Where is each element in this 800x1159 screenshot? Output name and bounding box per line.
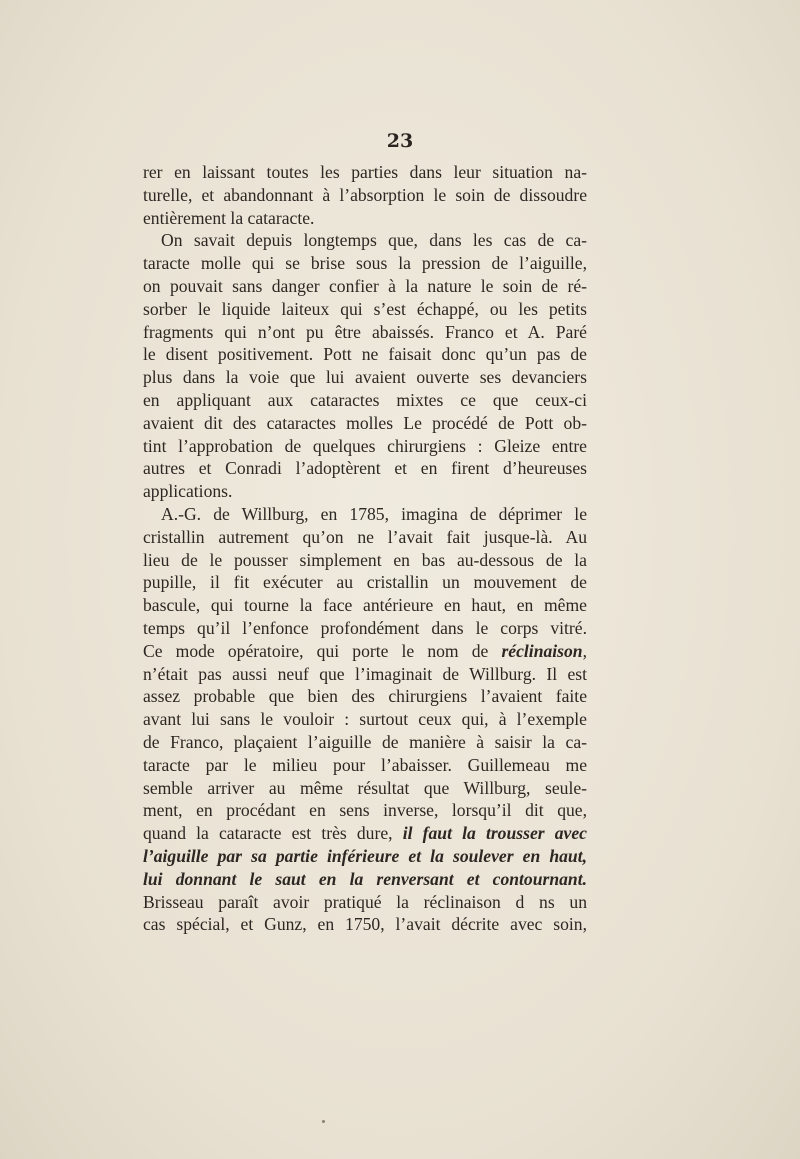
text-line [143, 389, 587, 412]
line-text: assez probable que bien des chirurgiens l’avaient faite [143, 686, 587, 707]
line-text: plus dans la voie que lui avaient ouverte ses devanciers [143, 367, 587, 388]
text-line [143, 754, 587, 777]
text-line [143, 207, 587, 230]
text-line [143, 229, 587, 252]
line-text: avaient dit des cataractes molles Le procédé de Pott ob- [143, 412, 587, 433]
text-line [143, 617, 587, 640]
line-text: avant lui sans le vouloir : surtout ceux qui, à l’exemple [143, 709, 587, 730]
paper-speck [322, 1120, 325, 1123]
text-line [143, 526, 587, 549]
line-text: de Franco, plaçaient l’aiguille de manière à saisir la ca- [143, 731, 587, 752]
text-line [143, 435, 587, 458]
italic-text: il faut la trousser avec [402, 823, 587, 844]
line-text: Brisseau paraît avoir pratiqué la réclinaison d ns un [143, 891, 587, 912]
italic-text: l’aiguille par sa partie inférieure et la soulever en haut, [143, 845, 587, 866]
line-text: taracte par le milieu pour l’abaisser. Guillemeau me [143, 754, 587, 775]
text-line [143, 822, 587, 845]
text-line [143, 503, 587, 526]
line-text: n’était pas aussi neuf que l’imaginait de Willburg. Il est [143, 663, 587, 684]
line-text: applications. [143, 481, 233, 502]
line-text-after: , [582, 640, 587, 661]
line-text: rer en laissant toutes les parties dans leur situation na- [143, 162, 587, 182]
line-text: pupille, il fit exécuter au cristallin un mouvement de [143, 572, 587, 593]
line-text: temps qu’il l’enfonce profondément dans le corps vitré. [143, 617, 587, 638]
line-text: fragments qui n’ont pu être abaissés. Franco et A. Paré [143, 321, 587, 342]
text-line [143, 868, 587, 891]
text-line [143, 845, 587, 868]
line-text: en appliquant aux cataractes mixtes ce que ceux-ci [143, 389, 587, 410]
line-text: on pouvait sans danger confier à la nature le soin de ré- [143, 275, 587, 296]
line-text: le disent positivement. Pott ne faisait donc qu’un pas de [143, 344, 587, 365]
text-line [143, 913, 587, 936]
line-text: lieu de le pousser simplement en bas au-dessous de la [143, 549, 587, 570]
body-text [143, 161, 587, 936]
text-line [143, 480, 587, 503]
text-line [143, 571, 587, 594]
text-line [143, 366, 587, 389]
text-line [143, 799, 587, 822]
line-text: bascule, qui tourne la face antérieure en haut, en même [143, 595, 587, 616]
text-line [143, 184, 587, 207]
text-line [143, 321, 587, 344]
text-line [143, 685, 587, 708]
line-text: Ce mode opératoire, qui porte le nom de [143, 640, 502, 661]
line-text: sorber le liquide laiteux qui s’est échappé, ou les petits [143, 298, 587, 319]
line-text: A.-G. de Willburg, en 1785, imagina de déprimer le [161, 503, 587, 524]
text-line [143, 457, 587, 480]
text-line [143, 298, 587, 321]
line-text: cas spécial, et Gunz, en 1750, l’avait décrite avec soin, [143, 914, 587, 935]
line-text: entièrement la cataracte. [143, 207, 315, 228]
line-text: quand la cataracte est très dure, [143, 823, 403, 844]
text-line [143, 777, 587, 800]
text-line [143, 275, 587, 298]
page-number: 23 [386, 130, 414, 152]
text-line [143, 891, 587, 914]
italic-text: lui donnant le saut en la renversant et contournant. [143, 868, 587, 889]
line-text: On savait depuis longtemps que, dans les cas de ca- [161, 230, 587, 251]
line-text: semble arriver au même résultat que Willburg, seule- [143, 777, 587, 798]
italic-text: réclinaison [501, 640, 583, 661]
line-text: taracte molle qui se brise sous la pression de l’aiguille, [143, 253, 587, 274]
text-line [143, 549, 587, 572]
line-text: turelle, et abandonnant à l’absorption le soin de dissoudre [143, 184, 587, 205]
line-text: cristallin autrement qu’on ne l’avait fait jusque-là. Au [143, 526, 587, 547]
text-line [143, 731, 587, 754]
line-text: autres et Conradi l’adoptèrent et en firent d’heureuses [143, 458, 587, 479]
text-line [143, 252, 587, 275]
text-line [143, 708, 587, 731]
line-text: ment, en procédant en sens inverse, lorsqu’il dit que, [143, 800, 587, 821]
text-line [143, 663, 587, 686]
text-line [143, 412, 587, 435]
text-line [143, 594, 587, 617]
text-line [143, 161, 587, 184]
text-line [143, 640, 587, 663]
text-line [143, 343, 587, 366]
line-text: tint l’approbation de quelques chirurgiens : Gleize entre [143, 435, 587, 456]
